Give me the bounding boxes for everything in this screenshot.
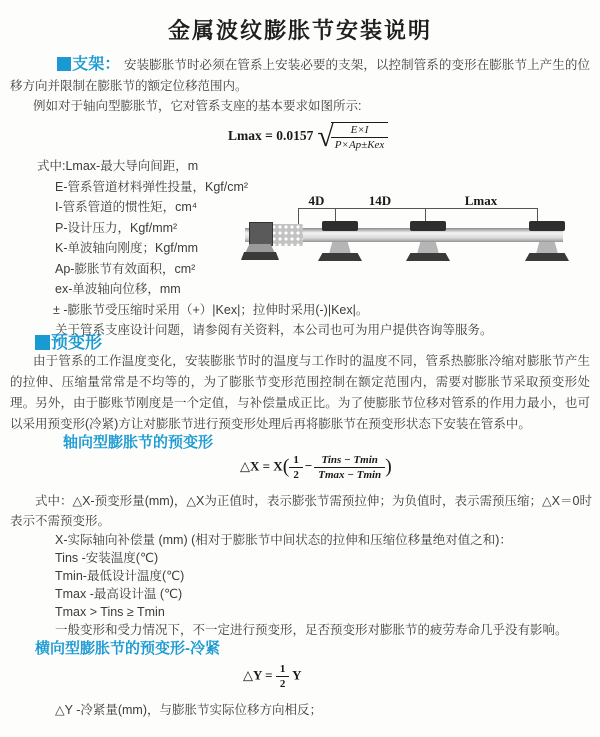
- anchor-block: [249, 222, 273, 246]
- section-square-icon: [35, 335, 50, 350]
- radical-sign: √: [317, 120, 334, 154]
- support-clamp: [529, 221, 565, 231]
- axial-definition-line: Tmax > Tins ≥ Tmin: [55, 605, 165, 619]
- half-fraction: [276, 663, 290, 690]
- dim-label-4d: 4D: [308, 193, 325, 208]
- definition-line: K-单波轴向刚度；Kgf/mm: [55, 241, 199, 255]
- lateral-subheading: 横向型膨胀节的预变形-冷紧: [35, 640, 220, 657]
- radicand: [331, 122, 389, 151]
- support-intro-paragraph: [10, 54, 590, 97]
- fraction-numerator: E×I: [331, 124, 389, 138]
- half-fraction: [289, 454, 303, 481]
- definition-line: P-设计压力，Kgf/mm²: [55, 220, 178, 235]
- radicand-fraction: [331, 124, 389, 151]
- fraction-numerator: 1: [289, 454, 303, 468]
- support-pedestal: [536, 242, 558, 254]
- predeform-section-heading: [35, 328, 102, 353]
- guide-spacing-formula: [228, 122, 388, 152]
- axial-definition-line: Tmax -最高设计温 (℃): [55, 587, 183, 601]
- support-example-line: 例如对于轴向型膨胀节，它对管系支座的基本要求如图所示:: [33, 99, 362, 113]
- fraction-numerator: 1: [276, 663, 290, 677]
- definition-line: ex-单波轴向位移，mm: [55, 282, 181, 296]
- formula-lhs: Lmax = 0.0157: [228, 128, 314, 144]
- support-pedestal: [417, 242, 439, 254]
- temperature-fraction: [314, 454, 385, 481]
- section-square-icon: [57, 57, 71, 71]
- support-base: [406, 253, 450, 261]
- support-clamp: [410, 221, 446, 231]
- definition-line: Ap-膨胀节有效面积，cm²: [55, 261, 196, 276]
- support-diagram: [245, 195, 595, 270]
- axial-subheading: 轴向型膨胀节的预变形: [63, 434, 214, 451]
- definition-line: ± -膨胀节受压缩时采用（+）|Kex|；拉伸时采用(-)|Kex|。: [53, 302, 369, 317]
- anchor-pedestal: [245, 244, 275, 253]
- support-intro-text: 安装膨胀节时必须在管系上安装必要的支架，以控制管系的变形在膨胀节上产生的位移方向并限制在膨胀节的额定位移范围内。: [10, 58, 590, 93]
- axial-definition-line: Tmin-最低设计温度(℃): [55, 569, 185, 583]
- fraction-denominator: 2: [293, 469, 299, 481]
- support-section-heading: 支架：: [72, 56, 121, 73]
- minus-sign: −: [304, 458, 313, 474]
- support-base: [525, 253, 569, 261]
- fraction-denominator: 2: [279, 678, 286, 690]
- axial-explain-paragraph: 式中：△X-预变形量(mm)，△X为正值时，表示膨张节需预拉伸；为负值时，表示需预压缩；△X＝0时表示不需预变形。: [10, 494, 592, 528]
- axial-definition-line: X-实际轴向补偿量 (mm) (相对于膨胀节中间状态的拉伸和压缩位移量绝对值之和)：: [55, 533, 512, 547]
- axial-definition-line: 一般变形和受力情况下，不一定进行预变形，足否预变形对膨胀节的疲劳寿命几乎没有影响。: [55, 623, 568, 637]
- dim-label-lmax: Lmax: [464, 193, 498, 208]
- definition-line: E-管系管道材料弹性投量，Kgf/cm²: [55, 179, 249, 194]
- definition-line: 式中:Lmax-最大导向间距，m: [37, 159, 199, 173]
- support-clamp: [322, 221, 358, 231]
- predeform-heading-label: 预变形: [51, 333, 102, 352]
- predeform-paragraph: 由于管系的工作温度变化，安装膨胀节时的温度与工作时的温度不同，管系热膨胀冷缩对膨胀节产生的拉伸、压缩量常常是不均等的，为了膨胀节变形范围控制在额定范围内，需要对膨胀节采取预变形处理。另外，由于膨账节刚度是一个定值，与补偿量成正比。为了使膨胀节位移对管系的作用力最小，也可以采用预变形(冷紧)方让对膨胀节进行预变形处理后再将膨胀节在预变形状态下安装在管系中。: [10, 354, 590, 431]
- definition-line: I-管系管道的惯性矩，cm⁴: [55, 200, 198, 214]
- dimension-line: [298, 208, 537, 209]
- fraction-numerator: Tins − Tmin: [314, 454, 385, 468]
- definition-line: 关于管系支座设计问题，请参阅有关资料，本公司也可为用户提供咨询等服务。: [55, 323, 493, 337]
- formula-prefix: △Y =: [243, 667, 273, 683]
- page-title: 金属波纹膨胀节安装说明: [167, 18, 432, 43]
- axial-predeform-formula: [240, 454, 392, 481]
- anchor-base: [241, 252, 279, 260]
- lateral-explain-line: △Y -冷紧量(mm)，与膨胀节实际位移方向相反；: [55, 703, 323, 717]
- lateral-coldtight-formula: [243, 663, 301, 690]
- support-pedestal: [329, 242, 351, 254]
- support-base: [318, 253, 362, 261]
- bellows-expansion-joint: [271, 224, 303, 246]
- close-paren: ): [385, 455, 392, 478]
- open-paren: (: [282, 455, 290, 478]
- fraction-denominator: Tmax − Tmin: [318, 469, 382, 481]
- formula-prefix: △X = X: [240, 458, 283, 474]
- formula-suffix: Y: [292, 667, 302, 683]
- axial-definition-line: Tins -安装温度(℃): [55, 551, 159, 565]
- axial-definitions-list: [55, 531, 568, 639]
- fraction-denominator: P×Ap±Kex: [334, 139, 385, 151]
- dim-label-14d: 14D: [368, 193, 392, 208]
